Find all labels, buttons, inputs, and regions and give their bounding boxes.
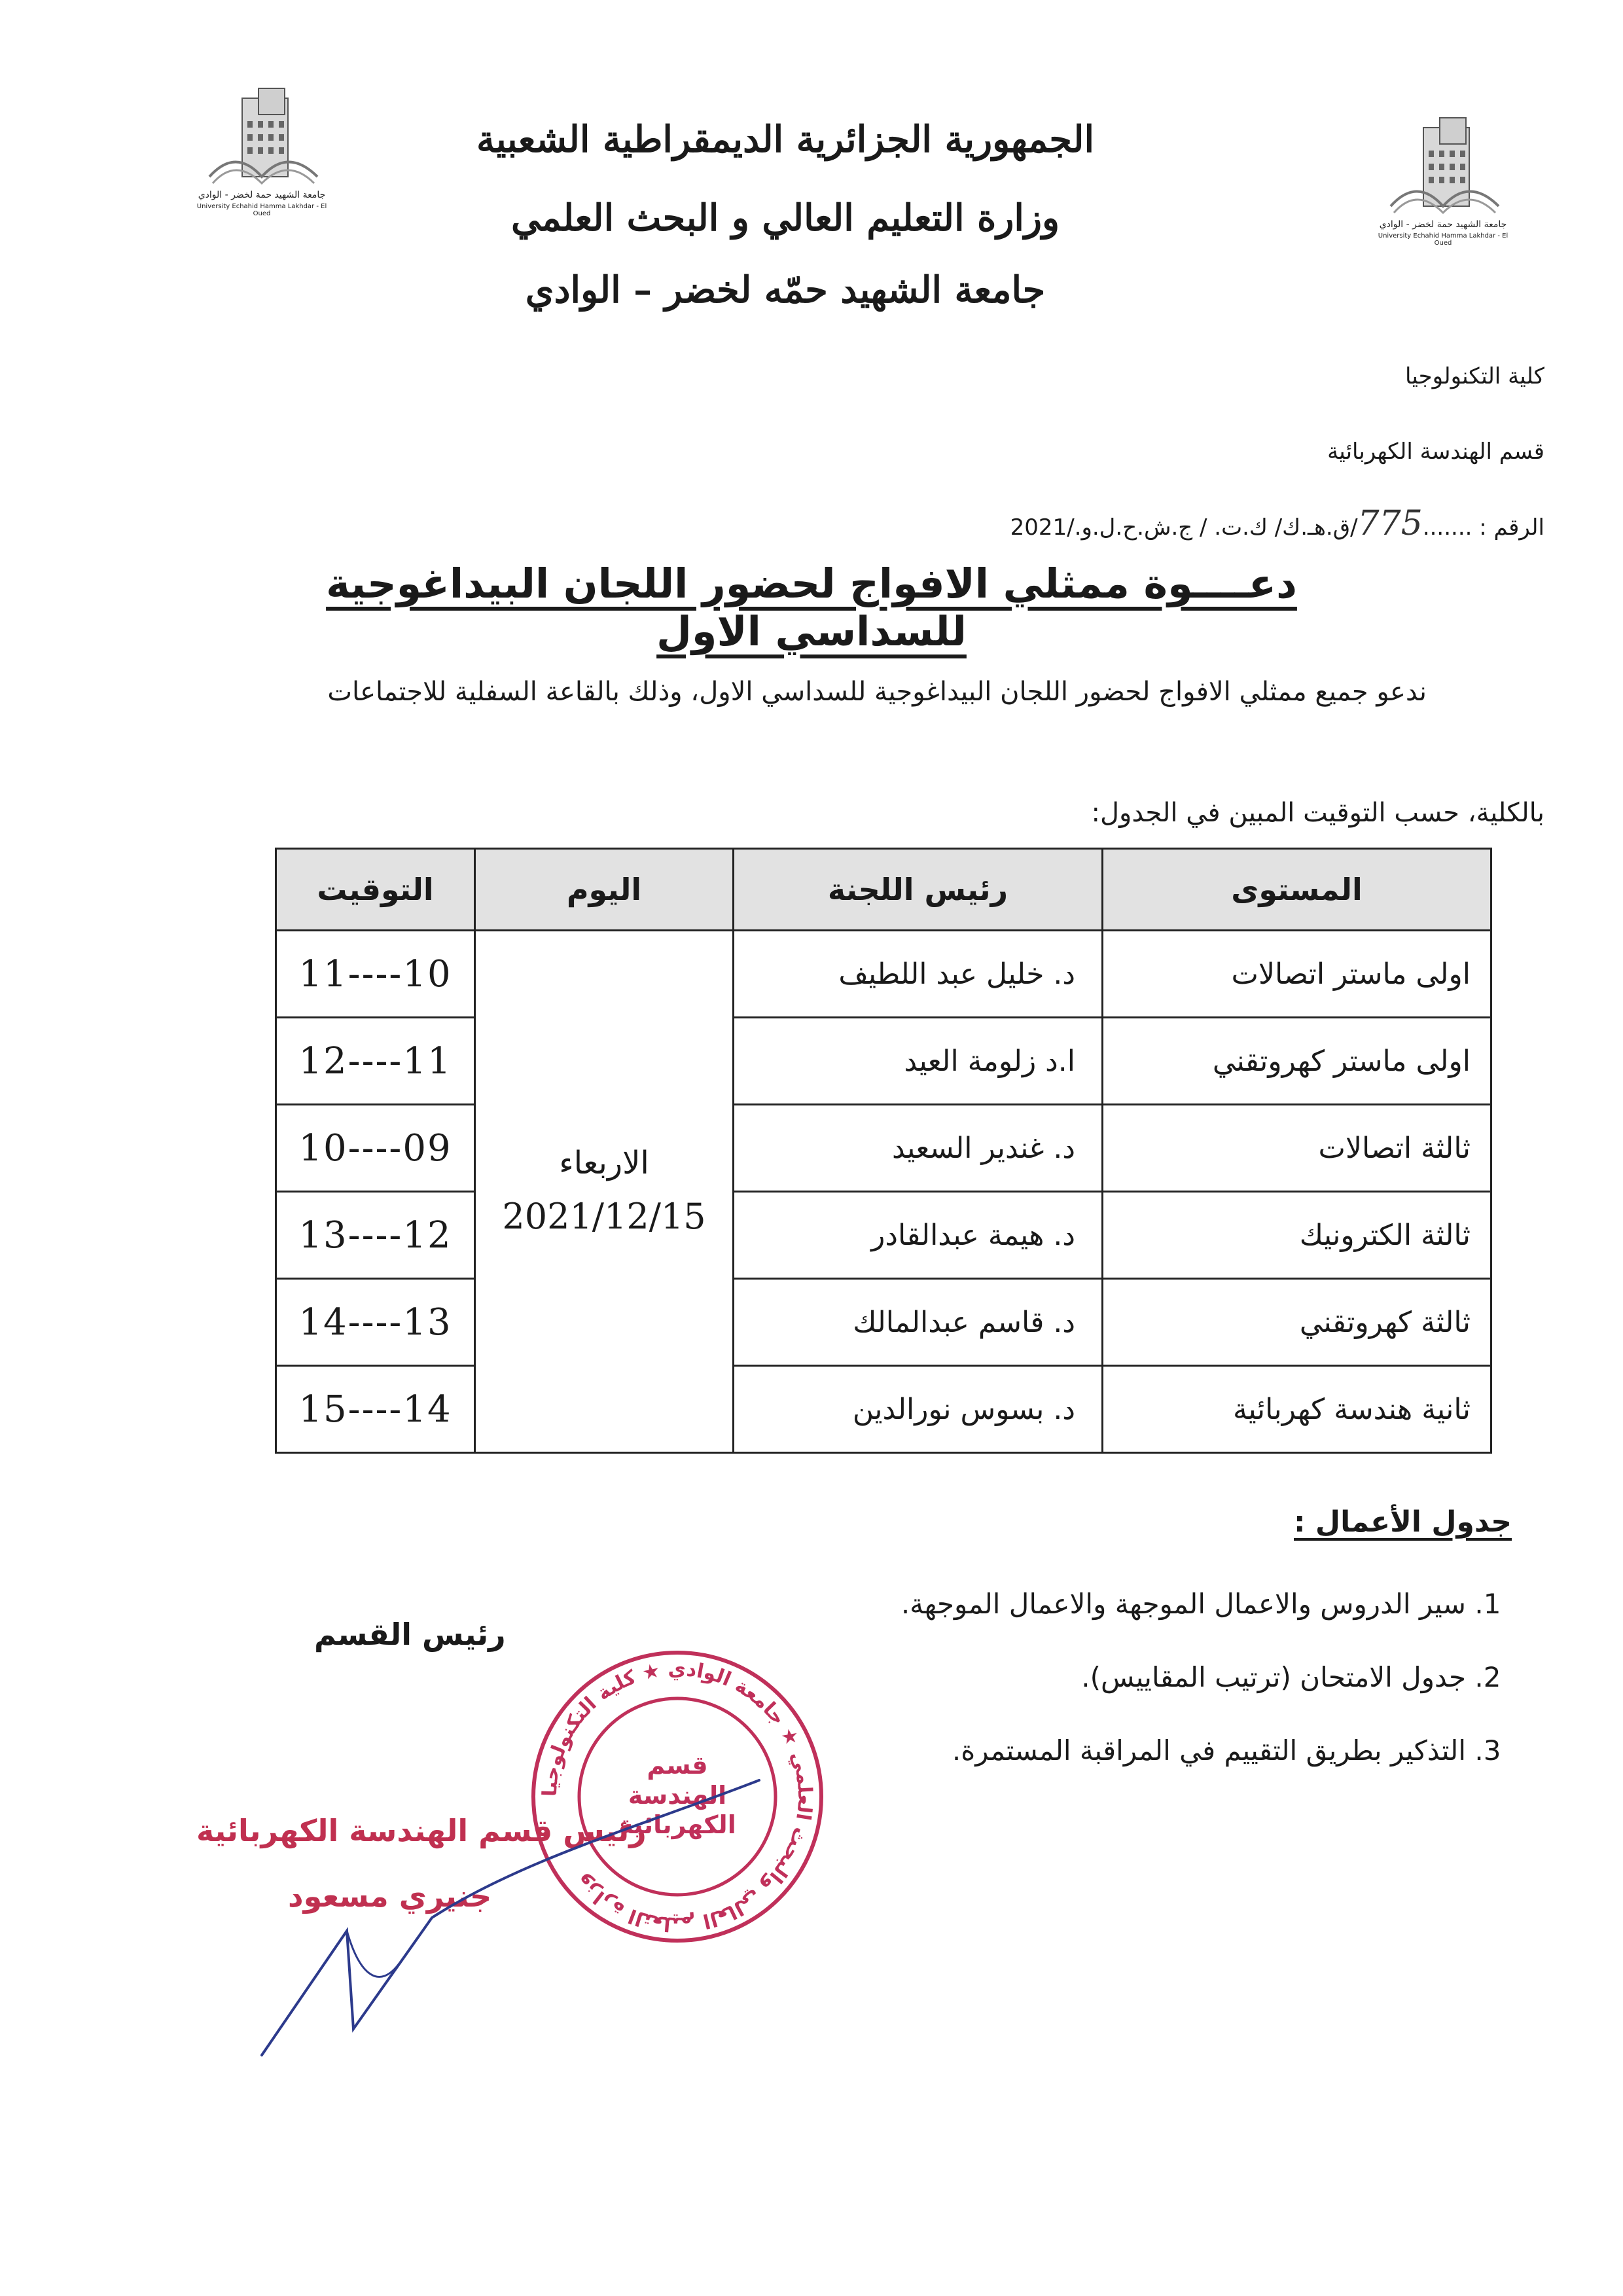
time-cell: 12----13 xyxy=(276,1192,475,1279)
chair-cell: د. هيمة عبدالقادر xyxy=(734,1192,1103,1279)
chair-cell: د. غندير السعيد xyxy=(734,1105,1103,1192)
time-cell: 10----11 xyxy=(276,931,475,1018)
reference-line: الرقم : .......775/ق.هـ.ك/ ك.ت. / ج.ش.ح.ل.و./2021 xyxy=(1010,504,1544,543)
signature-role: رئيس قسم الهندسة الكهربائية xyxy=(196,1813,647,1848)
level-cell: ثالثة كهروتقني xyxy=(1103,1279,1491,1366)
level-cell: اولى ماستر اتصالات xyxy=(1103,931,1491,1018)
chair-cell: د. خليل عبد اللطيف xyxy=(734,931,1103,1018)
header-time: التوقيت xyxy=(276,849,475,931)
table-header-row xyxy=(276,849,1491,931)
table-row xyxy=(276,1279,1491,1366)
header-chair: رئيس اللجنة xyxy=(734,849,1103,931)
reference-label: الرقم : xyxy=(1479,514,1544,541)
logo-caption-right-en: University Echahid Hamma Lakhdar - El Oued xyxy=(1378,232,1508,247)
agenda-item: 3. التذكير بطريق التقييم في المراقبة المستمرة. xyxy=(901,1714,1466,1787)
table-row xyxy=(276,1192,1491,1279)
agenda-list xyxy=(901,1568,1512,1787)
time-cell: 14----15 xyxy=(276,1366,475,1453)
header-day: اليوم xyxy=(475,849,734,931)
signature-name: جنيري مسعود xyxy=(288,1878,492,1914)
department-head-title: رئيس القسم xyxy=(314,1617,506,1652)
body-line-2: بالكلية، حسب التوقيت المبين في الجدول: xyxy=(1091,798,1544,828)
level-cell: ثانية هندسة كهربائية xyxy=(1103,1366,1491,1453)
chair-cell: د. قاسم عبدالمالك xyxy=(734,1279,1103,1366)
level-cell: ثالثة اتصالات xyxy=(1103,1105,1491,1192)
chair-cell: د. بسوس نورالدين xyxy=(734,1366,1103,1453)
agenda-item: 1. سير الدروس والاعمال الموجهة والاعمال الموجهة. xyxy=(901,1568,1466,1641)
stamp-center-text: قسم الهندسة الكهربائية xyxy=(618,1751,736,1840)
day-date: 2021/12/15 xyxy=(502,1195,706,1237)
schedule-table xyxy=(275,848,1492,1454)
day-cell xyxy=(475,931,734,1453)
header-republic: الجمهورية الجزائرية الديمقراطية الشعبية xyxy=(476,118,1094,161)
agenda-title: جدول الأعمال : xyxy=(1294,1505,1512,1539)
agenda-item: 2. جدول الامتحان (ترتيب المقاييس). xyxy=(901,1641,1466,1714)
table-row xyxy=(276,1105,1491,1192)
table-row xyxy=(276,1018,1491,1105)
header-university: جامعة الشهيد حمّه لخضر – الوادي xyxy=(525,268,1046,312)
day-name: الاربعاء xyxy=(559,1144,649,1181)
handwritten-signature xyxy=(249,1767,772,2068)
level-cell: ثالثة الكترونيك xyxy=(1103,1192,1491,1279)
header-level: المستوى xyxy=(1103,849,1491,931)
time-cell: 09----10 xyxy=(276,1105,475,1192)
logo-caption-right: جامعة الشهيد حمة لخضر - الوادي xyxy=(1379,219,1507,230)
document-title: دعــــوة ممثلي الافواج لحضور اللجان البيداغوجية للسداسي الاول xyxy=(326,560,1297,655)
logo-caption-left: جامعة الشهيد حمة لخضر - الوادي xyxy=(198,190,326,200)
table-row xyxy=(276,931,1491,1018)
logo-caption-left-en: University Echahid Hamma Lakhdar - El Oued xyxy=(196,203,327,217)
body-line-1: ندعو جميع ممثلي الافواج لحضور اللجان البيداغوجية للسداسي الاول، وذلك بالقاعة السفلية للاجتماعات xyxy=(327,677,1427,707)
header-ministry: وزارة التعليم العالي و البحث العلمي xyxy=(510,196,1060,240)
time-cell: 13----14 xyxy=(276,1279,475,1366)
reference-number: 775 xyxy=(1357,504,1423,543)
reference-suffix: /ق.هـ.ك/ ك.ت. / ج.ش.ح.ل.و./2021 xyxy=(1010,514,1358,541)
stamp-outer-text: وزارة التعليم العالي والبحث العلمي ★ جامعة الوادي ★ كلية التكنولوجيا xyxy=(538,1657,817,1936)
chair-cell: ا.د زلومة العيد xyxy=(734,1018,1103,1105)
time-cell: 11----12 xyxy=(276,1018,475,1105)
level-cell: اولى ماستر كهروتقني xyxy=(1103,1018,1491,1105)
table-row xyxy=(276,1366,1491,1453)
department-name: قسم الهندسة الكهربائية xyxy=(1327,439,1544,465)
faculty-name: كلية التكنولوجيا xyxy=(1405,363,1544,389)
